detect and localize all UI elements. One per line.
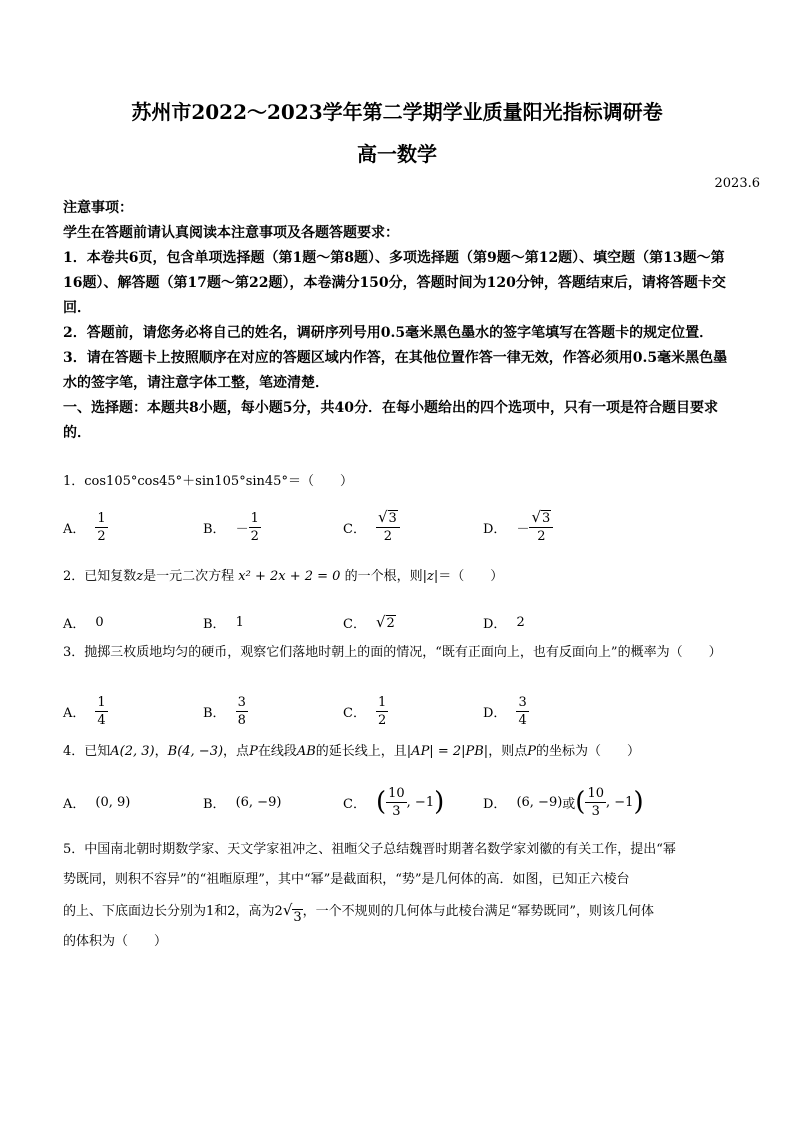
option-value: (6, −9) [516, 794, 563, 810]
option-label: B． [203, 616, 226, 632]
q5-line-3a: 的上、下底面边长分别为1和2，高为 [63, 904, 275, 919]
radical-sign: √ [375, 613, 386, 631]
option-label: A． [63, 705, 86, 721]
q1-option-b [203, 505, 261, 549]
q2-equation: x² + 2x + 2 = 0 [238, 569, 341, 584]
option-value-rest: , −1 [406, 794, 435, 810]
option-or: 或 [562, 796, 576, 812]
numerator: 10 [587, 785, 604, 801]
option-label: C． [343, 521, 366, 537]
q5-line-1: 5．中国南北朝时期数学家、天文学家祖冲之、祖暅父子总结魏晋时期著名数学家刘徽的有关工作，提出“幂 [63, 842, 676, 857]
q4-point-p: P [249, 744, 258, 759]
q4-option-d [483, 780, 644, 824]
numerator: 1 [377, 694, 387, 710]
numerator: 1 [97, 510, 106, 526]
option-label: D． [483, 705, 507, 721]
q1-option-c [343, 505, 400, 549]
numerator [376, 509, 400, 528]
notice-heading: 注意事项： [63, 200, 133, 216]
question-2-options [63, 600, 743, 644]
option-label: C． [343, 616, 366, 632]
radical-sign: √ [531, 508, 542, 526]
numerator: 1 [250, 510, 259, 526]
q1-option-a [63, 505, 108, 549]
question-2-stem [63, 565, 733, 589]
option-value: 1 [235, 614, 244, 630]
option-sign: － [235, 521, 249, 537]
option-value: (6, −9) [235, 794, 282, 810]
radicand: 3 [293, 910, 302, 925]
q2-var-z: z [136, 569, 144, 584]
denominator: 2 [383, 529, 393, 544]
fraction [249, 510, 261, 545]
radical-sign: √ [282, 901, 293, 919]
option-sign: － [516, 521, 530, 537]
denominator: 2 [537, 529, 546, 544]
q4-text-f: ，则点 [488, 744, 528, 759]
option-label: B． [203, 796, 226, 812]
q2-option-d [483, 600, 525, 644]
option-value: (0, 9) [95, 794, 131, 810]
open-paren: ( [575, 787, 586, 817]
fraction [386, 785, 407, 820]
q4-text-c: ，点 [223, 744, 250, 759]
q4-option-a [63, 780, 130, 824]
q2-text-d: ＝（ ） [438, 569, 504, 584]
question-3-options [63, 689, 743, 733]
notice-item-3: 3．请在答题卡上按照顺序在对应的答题区域内作答，在其他位置作答一律无效，作答必须用0.5毫米黑色墨水的签字笔，请注意字体工整，笔迹清楚． [63, 350, 728, 391]
q4-point-a: A(2, 3) [110, 744, 155, 759]
fraction [376, 509, 400, 545]
open-paren: ( [375, 787, 387, 817]
denominator: 4 [97, 712, 106, 728]
option-label: C． [343, 705, 366, 721]
close-paren: ) [633, 787, 644, 817]
fraction [376, 694, 388, 729]
q5-line-2: 势既同，则积不容异”的“祖暅原理”，其中“幂”是截面积，“势”是几何体的高．如图，已知正六棱台 [63, 872, 630, 887]
q2-option-c [343, 600, 396, 644]
numerator: 10 [388, 785, 405, 801]
numerator: 1 [97, 694, 106, 710]
q4-option-b [203, 780, 281, 824]
numerator: 3 [237, 694, 246, 710]
radical-sign: √ [377, 508, 388, 526]
option-label: A． [63, 796, 86, 812]
option-label: D． [483, 616, 507, 632]
option-label: B． [203, 705, 226, 721]
radicand: 2 [386, 616, 395, 631]
q4-option-c [343, 780, 444, 824]
close-paren: ) [434, 787, 445, 817]
q4-text-e: 的延长线上，且 [315, 744, 407, 759]
notice-item-1: 1．本卷共6页，包含单项选择题（第1题～第8题）、多项选择题（第9题～第12题）、填空题（第13题～第16题）、解答题（第17题～第22题），本卷满分150分，答题时间为120分钟，答题结束后，请将答题卡交回． [63, 250, 726, 316]
sqrt [376, 613, 396, 631]
q3-option-b [203, 689, 248, 733]
question-1-options [63, 505, 743, 549]
option-label: B． [203, 521, 226, 537]
radicand: 3 [542, 511, 551, 526]
denominator: 2 [97, 528, 106, 544]
q4-text-b: ， [154, 744, 168, 759]
question-3-stem: 3．抛掷三枚质地均匀的硬币，观察它们落地时朝上的面的情况，“既有正面向上，也有反面向上”的概率为（ ） [63, 645, 722, 660]
q4-vector-equation: |AP| = 2|PB| [406, 744, 489, 759]
option-label: D． [483, 796, 507, 812]
fraction [516, 694, 528, 729]
page-subtitle: 高一数学 [357, 142, 437, 166]
option-value: 2 [516, 614, 525, 630]
denominator: 2 [377, 712, 387, 728]
denominator: 4 [518, 712, 527, 728]
q5-line-4: 的体积为（ ） [63, 934, 168, 949]
q5-line-3 [63, 895, 733, 927]
notice-intro: 学生在答题前请认真阅读本注意事项及各题答题要求： [63, 225, 399, 241]
denominator: 3 [392, 803, 401, 819]
denominator: 3 [591, 803, 600, 819]
q3-option-c [343, 689, 388, 733]
q4-segment: AB [296, 744, 316, 759]
page-title: 苏州市2022～2023学年第二学期学业质量阳光指标调研卷 [131, 100, 663, 124]
q2-text-a: 2．已知复数 [63, 569, 137, 584]
denominator: 2 [250, 528, 259, 544]
option-label: D． [483, 521, 507, 537]
fraction [95, 510, 107, 545]
q3-option-d [483, 689, 529, 733]
question-4-options [63, 780, 743, 824]
radicand: 3 [388, 511, 397, 526]
option-label: A． [63, 616, 86, 632]
fraction [529, 509, 553, 545]
fraction [236, 694, 248, 729]
numerator: 3 [518, 694, 527, 710]
q2-text-b: 是一元二次方程 [143, 569, 235, 584]
q2-text-c: 的一个根，则 [344, 569, 423, 584]
question-4-stem [63, 740, 733, 764]
fraction [95, 694, 107, 729]
fraction [585, 785, 606, 820]
sqrt [531, 509, 551, 526]
q2-option-b [203, 600, 244, 644]
q4-point-p: P [527, 744, 536, 759]
section-heading: 一、选择题：本题共8小题，每小题5分，共40分．在每小题给出的四个选项中，只有一项是符合题目要求的． [63, 400, 718, 441]
q4-point-b: B(4, −3) [167, 744, 224, 759]
sqrt [283, 895, 303, 925]
q4-text-d: 在线段 [257, 744, 297, 759]
numerator [529, 509, 553, 528]
q2-abs-z: |z| [422, 569, 439, 584]
exam-date: 2023.6 [714, 176, 760, 191]
option-label: A． [63, 521, 86, 537]
notice-item-2: 2．答题前，请您务必将自己的姓名，调研序列号用0.5毫米黑色墨水的签字笔填写在答题卡的规定位置． [63, 325, 714, 341]
q3-option-a [63, 689, 108, 733]
q5-height-coef: 2 [274, 904, 283, 919]
option-label: C． [343, 796, 366, 812]
q5-line-3b: ，一个不规则的几何体与此棱台满足“幂势既同”，则该几何体 [302, 904, 654, 919]
question-5-stem [63, 835, 733, 957]
notice-block [63, 196, 733, 446]
sqrt [378, 509, 398, 526]
question-1-stem: 1．cos105°cos45°＋sin105°sin45°＝（ ） [63, 474, 353, 489]
q2-option-a [63, 600, 104, 644]
option-value: 0 [95, 614, 104, 630]
q1-option-d [483, 505, 553, 549]
denominator: 8 [237, 712, 246, 728]
q4-text-g: 的坐标为（ ） [535, 744, 640, 759]
q4-text-a: 4．已知 [63, 744, 111, 759]
option-value-rest: , −1 [606, 794, 634, 810]
